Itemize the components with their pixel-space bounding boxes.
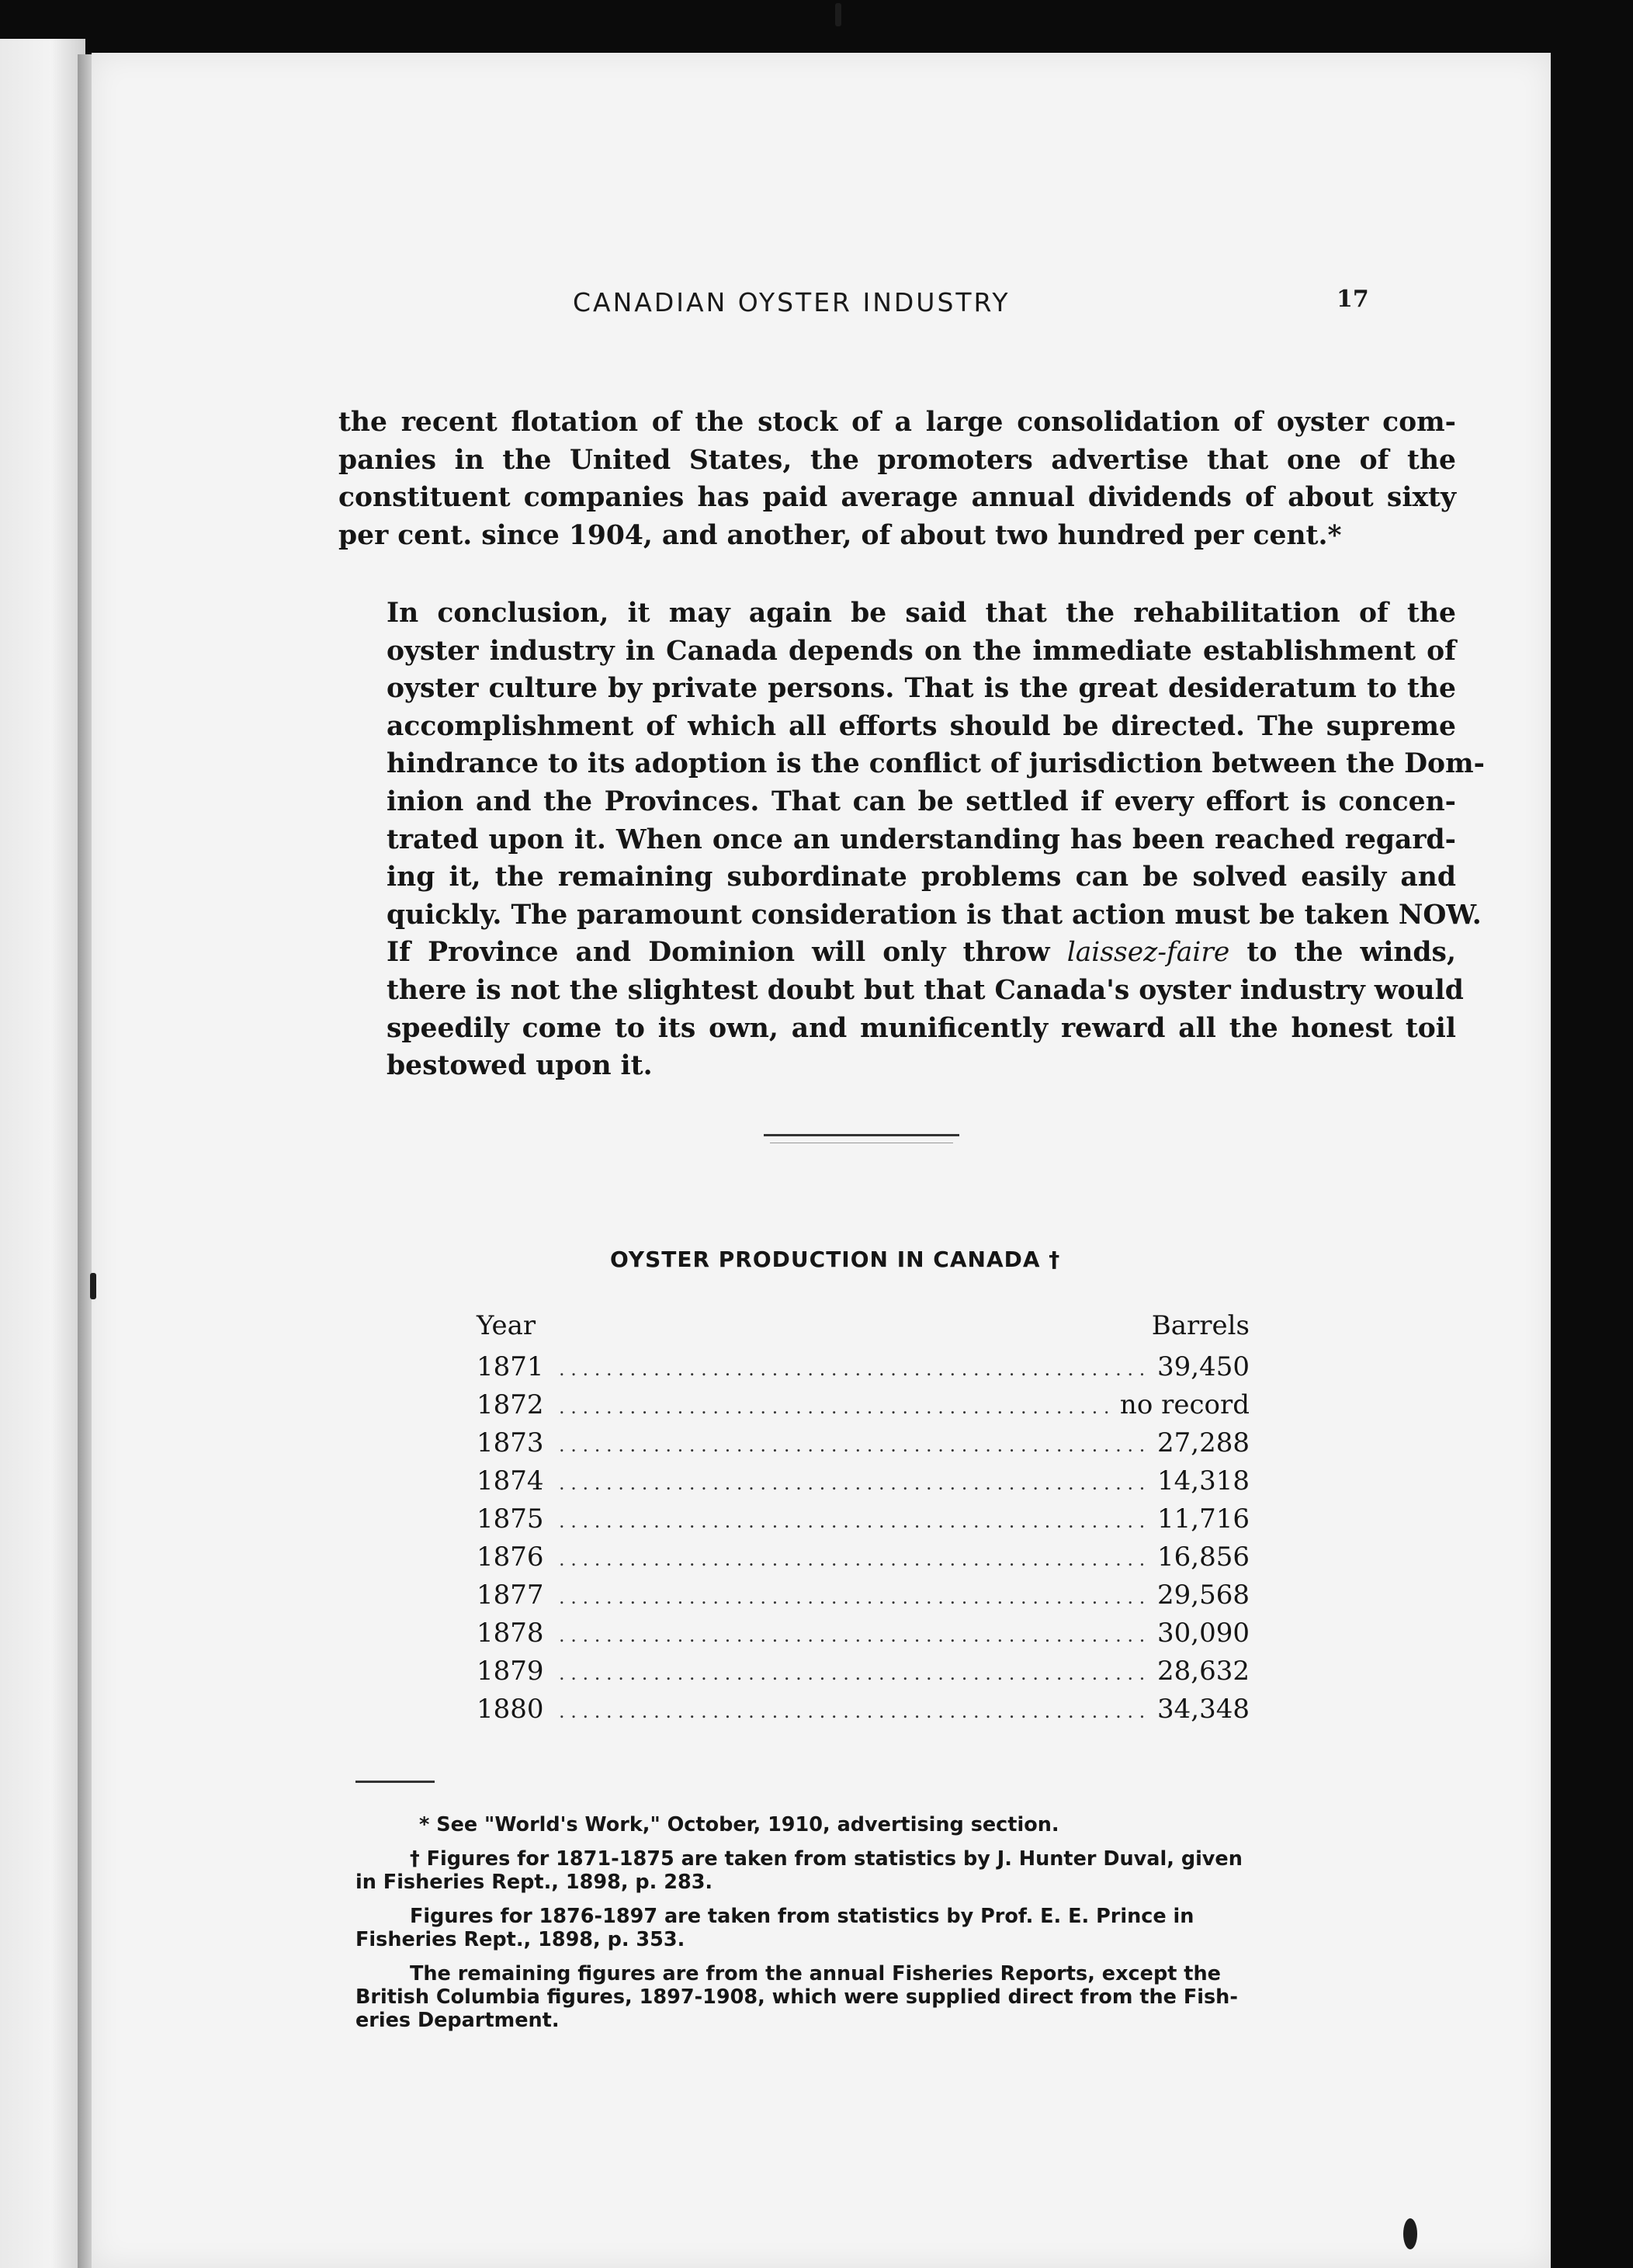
dot-leader: [559, 1663, 1149, 1684]
column-header-year: Year: [477, 1310, 536, 1341]
footnotes: [355, 1813, 1458, 2043]
footnote-rule: [355, 1781, 435, 1783]
text-line: hindrance to its adoption is the conflict of jurisdiction between the Dom-: [387, 748, 1485, 780]
table-row: [477, 1465, 1250, 1503]
cell-year: 1873: [477, 1427, 544, 1458]
dot-leader: [559, 1434, 1149, 1456]
cell-barrels: 16,856: [1157, 1541, 1250, 1573]
cell-year: 1877: [477, 1580, 544, 1611]
cell-barrels: 34,348: [1157, 1694, 1250, 1725]
text-line: ing it, the remaining subordinate problems can be solved easily and: [387, 862, 1456, 893]
table-row: [477, 1503, 1250, 1541]
scan-speck: [90, 1273, 96, 1299]
cell-year: 1876: [477, 1541, 544, 1573]
cell-year: 1871: [477, 1351, 544, 1382]
text-line: inion and the Provinces. That can be settled if every effort is concen-: [387, 785, 1456, 817]
cell-barrels: 28,632: [1157, 1656, 1250, 1687]
text-line: oyster culture by private persons. That is the great desideratum to the: [387, 673, 1456, 705]
production-table: [477, 1310, 1250, 1732]
footnote-line: British Columbia figures, 1897-1908, which were supplied direct from the Fish-: [355, 1985, 1238, 2009]
text-line: speedily come to its own, and munificently reward all the honest toil: [387, 1012, 1456, 1044]
footnote-remaining: [355, 1962, 1458, 2032]
table-row: [477, 1618, 1250, 1656]
text-line: bestowed upon it.: [387, 1050, 653, 1082]
cell-year: 1879: [477, 1656, 544, 1687]
footnote-line: * See "World's Work," October, 1910, advertising section.: [419, 1813, 1059, 1836]
text-line: panies in the United States, the promoters advertise that one of the: [338, 444, 1456, 476]
column-header-barrels: Barrels: [1151, 1310, 1250, 1341]
cell-barrels: no record: [1119, 1389, 1250, 1420]
dot-leader: [559, 1510, 1149, 1532]
footnote-dagger: [355, 1847, 1458, 1894]
table-title: OYSTER PRODUCTION IN CANADA †: [610, 1247, 1061, 1272]
table-row: [477, 1656, 1250, 1694]
text-line: trated upon it. When once an understanding has been reached regard-: [387, 824, 1456, 855]
cell-barrels: 29,568: [1157, 1580, 1250, 1611]
text-line: If Province and Dominion will only throw laissez-faire to the winds,: [387, 937, 1456, 969]
text-line: the recent flotation of the stock of a large consolidation of oyster com-: [338, 407, 1456, 438]
facing-page-edge: [0, 39, 85, 2268]
table-row: [477, 1541, 1250, 1580]
footnote-line: Fisheries Rept., 1898, p. 353.: [355, 1928, 685, 1951]
table-header-row: [477, 1310, 1250, 1351]
dot-leader: [559, 1358, 1149, 1380]
dot-leader: [559, 1472, 1149, 1494]
table-row: [477, 1694, 1250, 1732]
footnote-source-prince: [355, 1905, 1458, 1951]
text-line: quickly. The paramount consideration is that action must be taken NOW.: [387, 899, 1482, 931]
table-row: [477, 1427, 1250, 1465]
footnote-line: eries Department.: [355, 2009, 560, 2032]
cell-year: 1874: [477, 1465, 544, 1496]
text-line: per cent. since 1904, and another, of about two hundred per cent.*: [338, 519, 1342, 551]
text-line: accomplishment of which all efforts should be directed. The supreme: [387, 710, 1456, 742]
cell-year: 1878: [477, 1618, 544, 1649]
cell-year: 1872: [477, 1389, 544, 1420]
footnote-line: The remaining figures are from the annual Fisheries Reports, except the: [410, 1962, 1221, 1985]
scan-speck: [835, 3, 841, 26]
dot-leader: [559, 1396, 1112, 1418]
cell-barrels: 11,716: [1157, 1503, 1250, 1535]
table-row: [477, 1389, 1250, 1427]
dot-leader: [559, 1625, 1149, 1646]
footnote-line: in Fisheries Rept., 1898, p. 283.: [355, 1871, 713, 1894]
dot-leader: [559, 1548, 1149, 1570]
table-row: [477, 1351, 1250, 1389]
cell-barrels: 14,318: [1157, 1465, 1250, 1496]
footnote-asterisk: [355, 1813, 1458, 1836]
cell-barrels: 39,450: [1157, 1351, 1250, 1382]
paragraph-continuation: [338, 404, 1456, 554]
text-line: there is not the slightest doubt but that Canada's oyster industry would: [387, 974, 1464, 1006]
running-head-title: CANADIAN OYSTER INDUSTRY: [573, 287, 1011, 317]
cell-barrels: 30,090: [1157, 1618, 1250, 1649]
italic-phrase: laissez-faire: [1066, 937, 1230, 969]
cell-year: 1875: [477, 1503, 544, 1535]
cell-barrels: 27,288: [1157, 1427, 1250, 1458]
footnote-line: Figures for 1876-1897 are taken from statistics by Prof. E. E. Prince in: [410, 1905, 1194, 1928]
page-number: 17: [1337, 286, 1369, 313]
cell-year: 1880: [477, 1694, 544, 1725]
paragraph-conclusion: [338, 595, 1485, 1085]
text-line: oyster industry in Canada depends on the immediate establishment of: [387, 635, 1456, 667]
page: [92, 53, 1551, 2268]
table-row: [477, 1580, 1250, 1618]
dot-leader: [559, 1701, 1149, 1722]
dot-leader: [559, 1587, 1149, 1608]
footnote-line: † Figures for 1871-1875 are taken from statistics by J. Hunter Duval, given: [410, 1847, 1243, 1871]
section-divider: [764, 1134, 959, 1136]
text-line: constituent companies has paid average annual dividends of about sixty: [338, 482, 1456, 514]
text-line: In conclusion, it may again be said that the rehabilitation of the: [387, 598, 1456, 629]
scan-speck: [1403, 2218, 1417, 2249]
